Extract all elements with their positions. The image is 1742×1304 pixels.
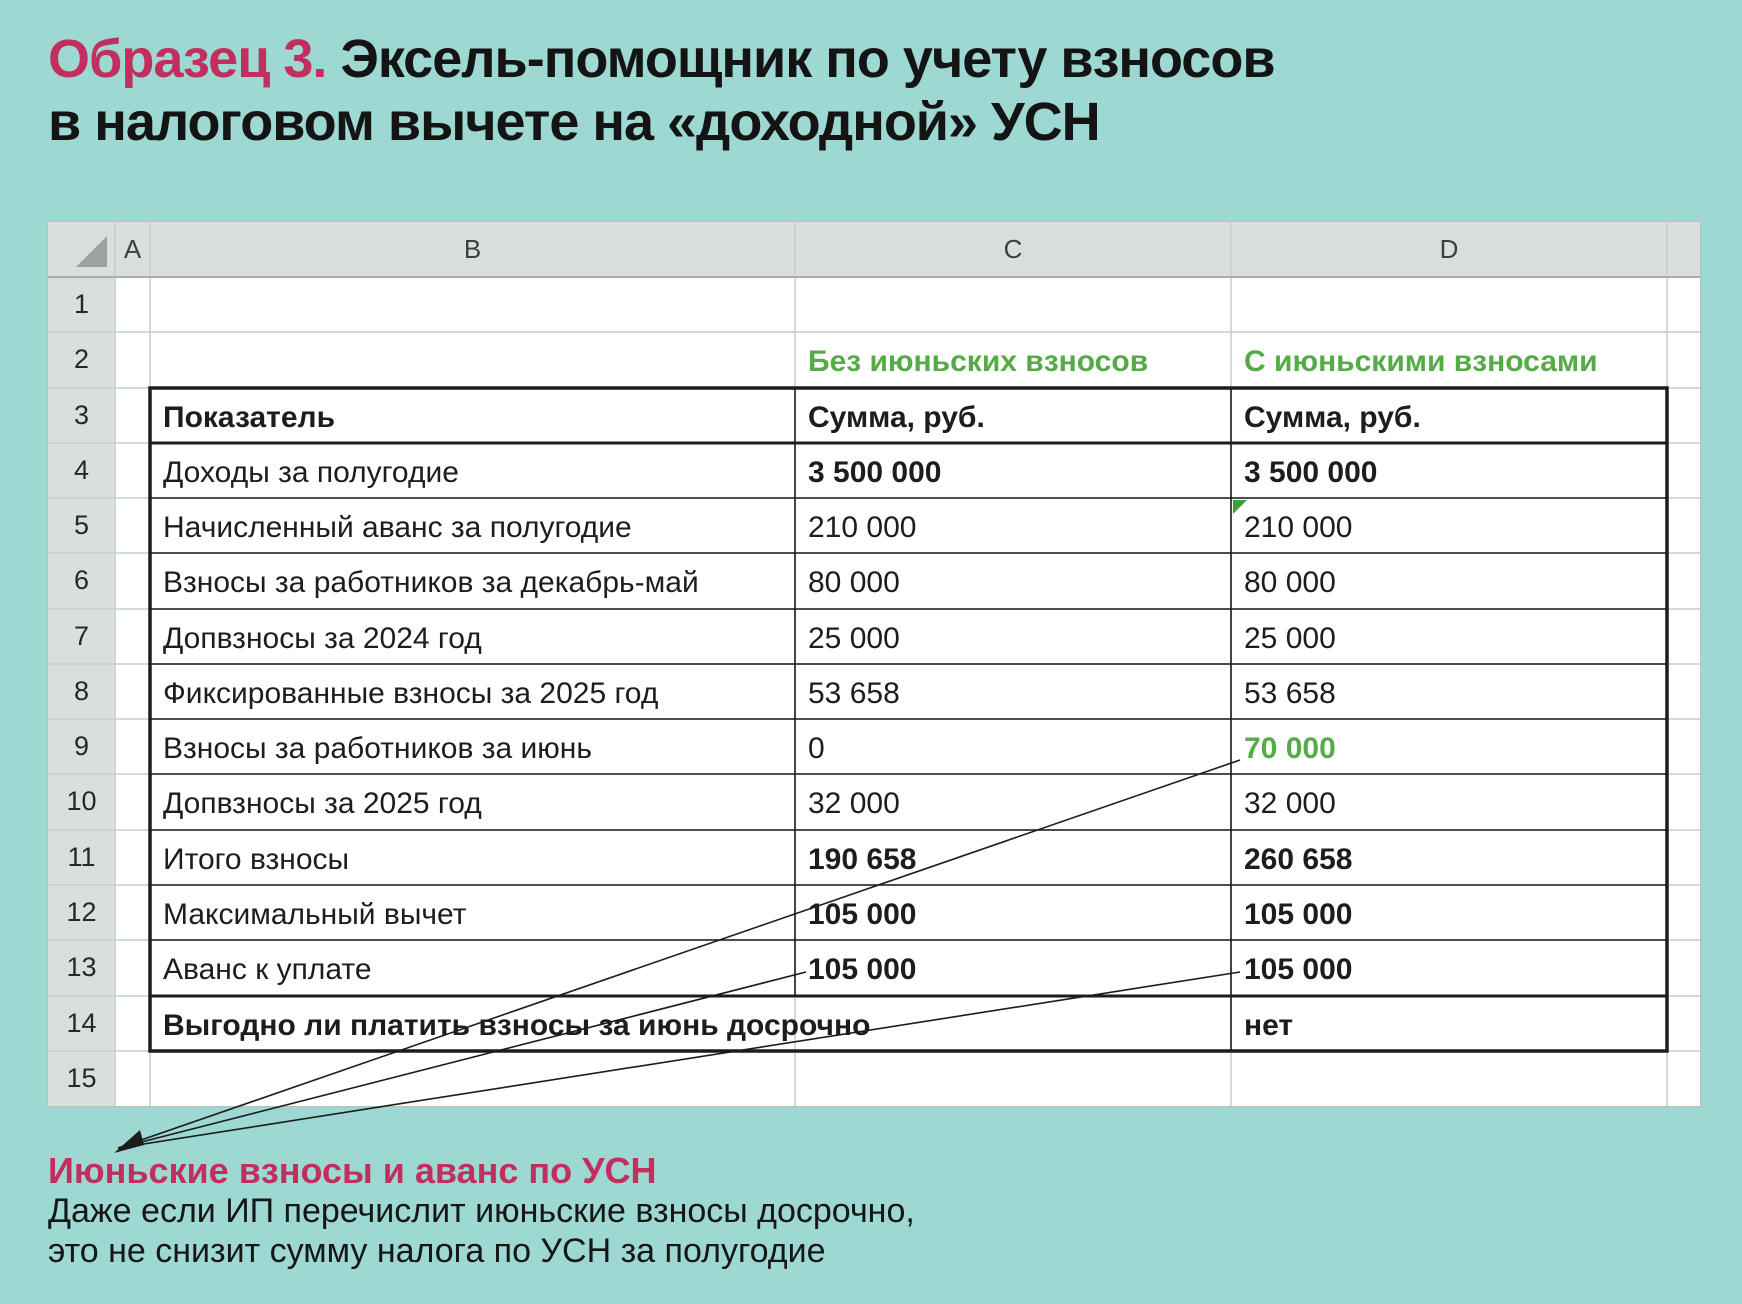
cell-d4[interactable]: 3 500 000 bbox=[1244, 455, 1378, 489]
cell-b13[interactable]: Аванс к уплате bbox=[163, 952, 372, 986]
cell-b9[interactable]: Взносы за работников за июнь bbox=[163, 731, 592, 765]
row-header-15[interactable]: 15 bbox=[66, 1063, 97, 1093]
cell-b5[interactable]: Начисленный аванс за полугодие bbox=[163, 510, 632, 544]
cell-d3[interactable]: Сумма, руб. bbox=[1244, 400, 1421, 434]
cell-c6[interactable]: 80 000 bbox=[808, 565, 900, 599]
row-header-11[interactable]: 11 bbox=[67, 842, 96, 872]
row-header-5[interactable]: 5 bbox=[73, 510, 90, 540]
annotation-heading: Июньские взносы и аванс по УСН bbox=[48, 1150, 657, 1191]
cell-c13[interactable]: 105 000 bbox=[808, 952, 917, 986]
row-header-3[interactable]: 3 bbox=[73, 400, 90, 430]
select-all-triangle-icon[interactable] bbox=[76, 236, 107, 267]
row-header-2[interactable]: 2 bbox=[73, 344, 90, 374]
cell-d12[interactable]: 105 000 bbox=[1244, 897, 1353, 931]
column-header-a[interactable]: A bbox=[123, 234, 142, 264]
cell-c5[interactable]: 210 000 bbox=[808, 510, 917, 544]
row-header-4[interactable]: 4 bbox=[73, 455, 90, 485]
cell-d6[interactable]: 80 000 bbox=[1244, 565, 1336, 599]
cell-c8[interactable]: 53 658 bbox=[808, 676, 900, 710]
cell-d14[interactable]: нет bbox=[1244, 1008, 1294, 1042]
cell-b14-merged[interactable]: Выгодно ли платить взносы за июнь досрочно bbox=[163, 1008, 871, 1042]
cell-c10[interactable]: 32 000 bbox=[808, 786, 900, 820]
cell-b6[interactable]: Взносы за работников за декабрь-май bbox=[163, 565, 699, 599]
row-header-1[interactable]: 1 bbox=[73, 289, 90, 319]
title-line-2: в налоговом вычете на «доходной» УСН bbox=[48, 92, 1100, 153]
row-header-10[interactable]: 10 bbox=[66, 786, 97, 816]
cell-b11[interactable]: Итого взносы bbox=[163, 842, 350, 876]
row-header-6[interactable]: 6 bbox=[73, 565, 90, 595]
annotation-line-2: это не снизит сумму налога по УСН за полугодие bbox=[48, 1232, 826, 1270]
cell-b3[interactable]: Показатель bbox=[163, 400, 336, 434]
cell-c12[interactable]: 105 000 bbox=[808, 897, 917, 931]
annotation-line-1: Даже если ИП перечислит июньские взносы досрочно, bbox=[48, 1192, 915, 1230]
page-title bbox=[48, 28, 1275, 154]
cell-c3[interactable]: Сумма, руб. bbox=[808, 400, 985, 434]
cell-c4[interactable]: 3 500 000 bbox=[808, 455, 942, 489]
cell-d2[interactable]: С июньскими взносами bbox=[1244, 344, 1598, 378]
row-header-8[interactable]: 8 bbox=[73, 676, 90, 706]
cell-d10[interactable]: 32 000 bbox=[1244, 786, 1336, 820]
cell-c2[interactable]: Без июньских взносов bbox=[808, 344, 1149, 378]
cell-d11[interactable]: 260 658 bbox=[1244, 842, 1353, 876]
cell-b8[interactable]: Фиксированные взносы за 2025 год bbox=[163, 676, 659, 710]
cell-b12[interactable]: Максимальный вычет bbox=[163, 897, 467, 931]
column-header-c[interactable]: C bbox=[1003, 234, 1023, 264]
cell-c9[interactable]: 0 bbox=[808, 731, 825, 765]
title-accent: Образец 3. bbox=[48, 29, 327, 89]
cell-d13[interactable]: 105 000 bbox=[1244, 952, 1353, 986]
title-rest: Эксель-помощник по учету взносов bbox=[340, 29, 1275, 89]
cell-b4[interactable]: Доходы за полугодие bbox=[163, 455, 459, 489]
column-header-b[interactable]: B bbox=[463, 234, 482, 264]
cell-c7[interactable]: 25 000 bbox=[808, 621, 900, 655]
cell-b10[interactable]: Допвзносы за 2025 год bbox=[163, 786, 482, 820]
row-header-13[interactable]: 13 bbox=[66, 952, 97, 982]
cell-d9[interactable]: 70 000 bbox=[1244, 731, 1336, 765]
row-header-14[interactable]: 14 bbox=[66, 1008, 97, 1038]
cell-b7[interactable]: Допвзносы за 2024 год bbox=[163, 621, 482, 655]
cell-c11[interactable]: 190 658 bbox=[808, 842, 917, 876]
cell-d8[interactable]: 53 658 bbox=[1244, 676, 1336, 710]
row-header-9[interactable]: 9 bbox=[73, 731, 90, 761]
row-header-12[interactable]: 12 bbox=[66, 897, 97, 927]
row-header-7[interactable]: 7 bbox=[73, 621, 90, 651]
title-line-1 bbox=[48, 28, 1275, 91]
cell-d7[interactable]: 25 000 bbox=[1244, 621, 1336, 655]
cell-d5[interactable]: 210 000 bbox=[1244, 510, 1353, 544]
column-header-d[interactable]: D bbox=[1439, 234, 1459, 264]
